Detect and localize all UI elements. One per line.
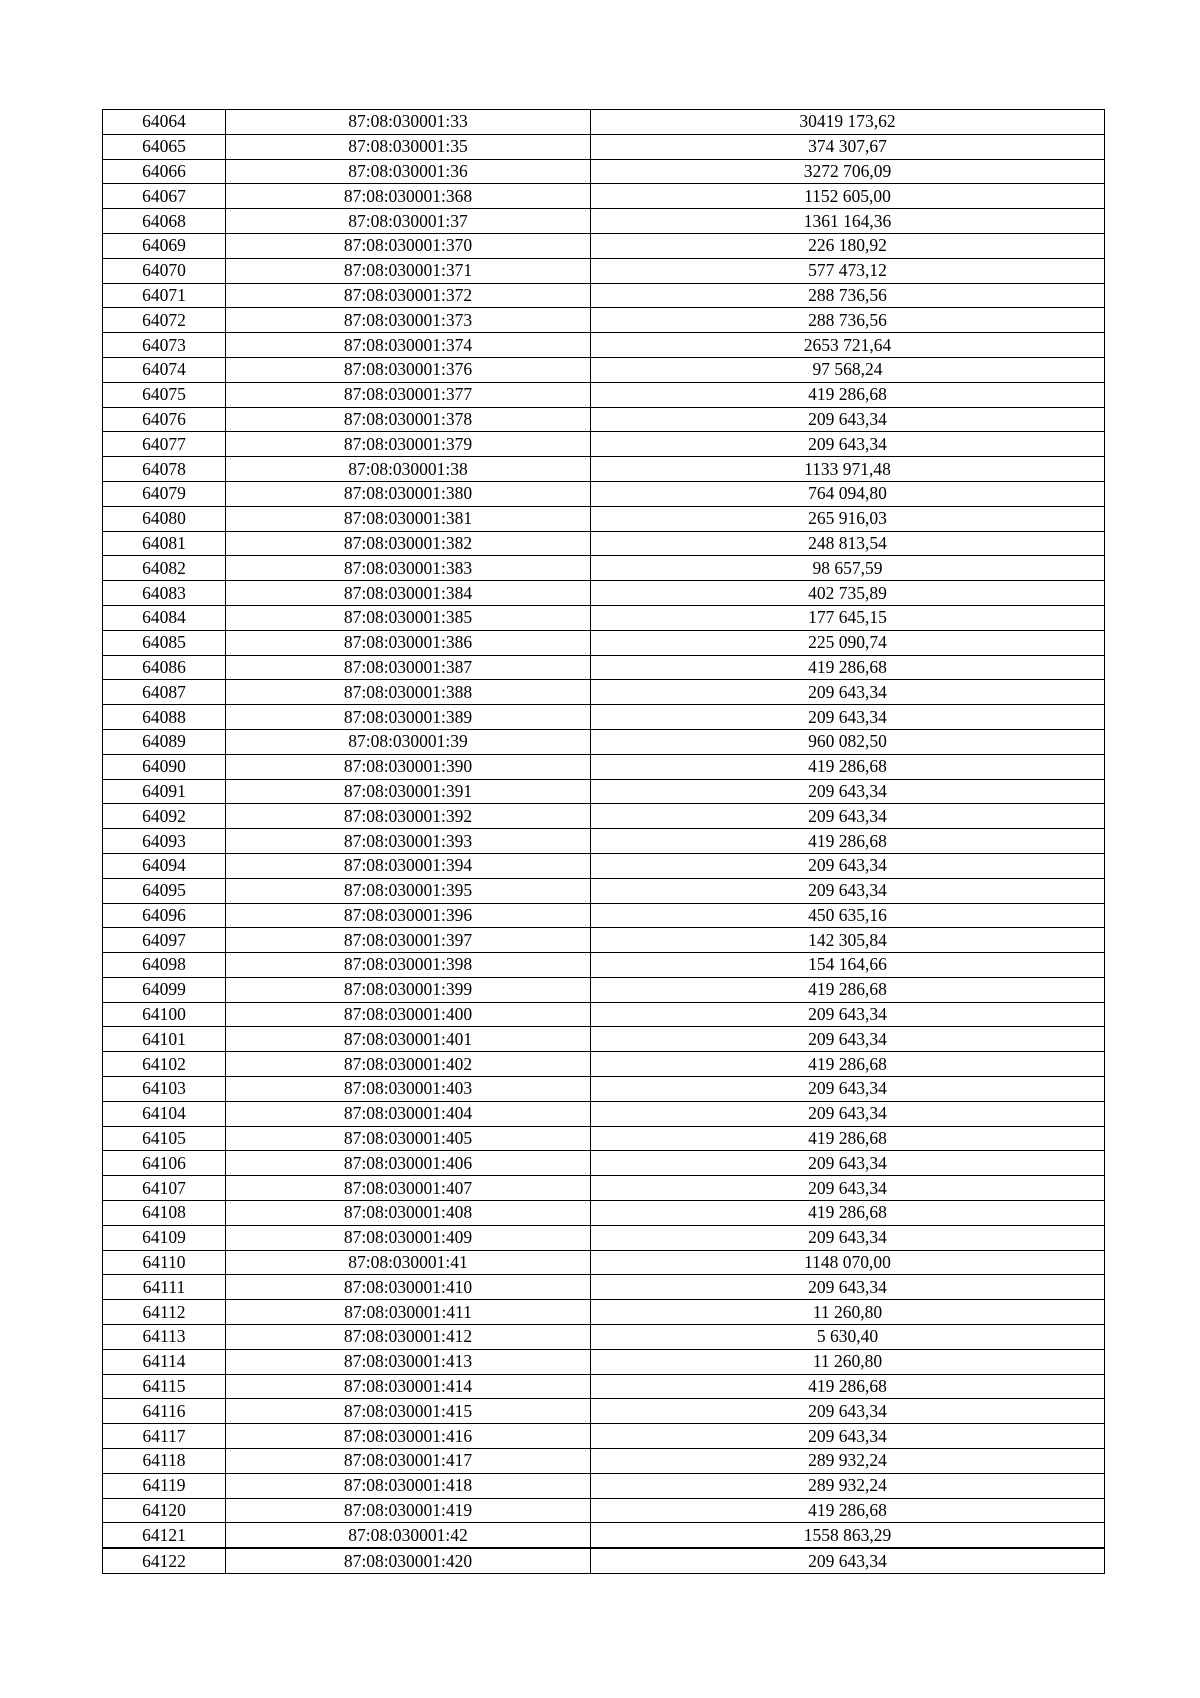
row-number-cell: 64122 [103,1548,226,1573]
value-cell: 2653 721,64 [591,333,1105,358]
table-row [103,506,1105,531]
cadastral-value-table [102,109,1105,1574]
cadastral-number-cell: 87:08:030001:410 [226,1275,591,1300]
cadastral-number-cell: 87:08:030001:404 [226,1101,591,1126]
table-row [103,1300,1105,1325]
row-number-cell: 64075 [103,382,226,407]
table-row [103,680,1105,705]
value-cell: 177 645,15 [591,605,1105,630]
row-number-cell: 64069 [103,233,226,258]
row-number-cell: 64090 [103,754,226,779]
cadastral-number-cell: 87:08:030001:407 [226,1176,591,1201]
value-cell: 209 643,34 [591,1275,1105,1300]
row-number-cell: 64067 [103,184,226,209]
cadastral-number-cell: 87:08:030001:395 [226,878,591,903]
value-cell: 419 286,68 [591,1201,1105,1226]
row-number-cell: 64098 [103,953,226,978]
table-row [103,1349,1105,1374]
value-cell: 419 286,68 [591,1374,1105,1399]
row-number-cell: 64095 [103,878,226,903]
value-cell: 209 643,34 [591,1548,1105,1573]
cadastral-number-cell: 87:08:030001:393 [226,829,591,854]
row-number-cell: 64114 [103,1349,226,1374]
cadastral-number-cell: 87:08:030001:399 [226,977,591,1002]
row-number-cell: 64103 [103,1077,226,1102]
row-number-cell: 64091 [103,779,226,804]
table-row [103,953,1105,978]
cadastral-number-cell: 87:08:030001:371 [226,258,591,283]
table-row [103,432,1105,457]
row-number-cell: 64092 [103,804,226,829]
value-cell: 142 305,84 [591,928,1105,953]
value-cell: 209 643,34 [591,432,1105,457]
row-number-cell: 64094 [103,853,226,878]
row-number-cell: 64087 [103,680,226,705]
value-cell: 209 643,34 [591,1077,1105,1102]
row-number-cell: 64118 [103,1449,226,1474]
table-row [103,481,1105,506]
value-cell: 11 260,80 [591,1300,1105,1325]
row-number-cell: 64068 [103,209,226,234]
table-row [103,1548,1105,1573]
cadastral-number-cell: 87:08:030001:394 [226,853,591,878]
value-cell: 209 643,34 [591,1424,1105,1449]
cadastral-number-cell: 87:08:030001:389 [226,705,591,730]
cadastral-number-cell: 87:08:030001:372 [226,283,591,308]
value-cell: 209 643,34 [591,853,1105,878]
row-number-cell: 64104 [103,1101,226,1126]
row-number-cell: 64097 [103,928,226,953]
row-number-cell: 64081 [103,531,226,556]
row-number-cell: 64109 [103,1225,226,1250]
cadastral-number-cell: 87:08:030001:380 [226,481,591,506]
row-number-cell: 64088 [103,705,226,730]
row-number-cell: 64071 [103,283,226,308]
row-number-cell: 64084 [103,605,226,630]
cadastral-number-cell: 87:08:030001:412 [226,1325,591,1350]
table-row [103,853,1105,878]
value-cell: 419 286,68 [591,655,1105,680]
value-cell: 209 643,34 [591,878,1105,903]
cadastral-number-cell: 87:08:030001:42 [226,1523,591,1548]
cadastral-number-cell: 87:08:030001:383 [226,556,591,581]
row-number-cell: 64083 [103,581,226,606]
value-cell: 402 735,89 [591,581,1105,606]
value-cell: 1361 164,36 [591,209,1105,234]
table-row [103,655,1105,680]
row-number-cell: 64099 [103,977,226,1002]
cadastral-number-cell: 87:08:030001:419 [226,1498,591,1523]
cadastral-number-cell: 87:08:030001:374 [226,333,591,358]
value-cell: 289 932,24 [591,1449,1105,1474]
cadastral-number-cell: 87:08:030001:400 [226,1002,591,1027]
cadastral-number-cell: 87:08:030001:33 [226,110,591,135]
value-cell: 577 473,12 [591,258,1105,283]
table-row [103,1374,1105,1399]
row-number-cell: 64080 [103,506,226,531]
value-cell: 265 916,03 [591,506,1105,531]
value-cell: 226 180,92 [591,233,1105,258]
table-row [103,729,1105,754]
cadastral-number-cell: 87:08:030001:406 [226,1151,591,1176]
row-number-cell: 64110 [103,1250,226,1275]
value-cell: 374 307,67 [591,134,1105,159]
cadastral-number-cell: 87:08:030001:397 [226,928,591,953]
row-number-cell: 64085 [103,630,226,655]
cadastral-number-cell: 87:08:030001:420 [226,1548,591,1573]
cadastral-number-cell: 87:08:030001:37 [226,209,591,234]
table-row [103,1052,1105,1077]
value-cell: 30419 173,62 [591,110,1105,135]
table-row [103,233,1105,258]
value-cell: 209 643,34 [591,1027,1105,1052]
table-row [103,1126,1105,1151]
row-number-cell: 64073 [103,333,226,358]
cadastral-number-cell: 87:08:030001:403 [226,1077,591,1102]
cadastral-number-cell: 87:08:030001:392 [226,804,591,829]
value-cell: 1558 863,29 [591,1523,1105,1548]
cadastral-number-cell: 87:08:030001:398 [226,953,591,978]
row-number-cell: 64076 [103,407,226,432]
row-number-cell: 64082 [103,556,226,581]
table-row [103,705,1105,730]
cadastral-number-cell: 87:08:030001:41 [226,1250,591,1275]
cadastral-number-cell: 87:08:030001:408 [226,1201,591,1226]
table-row [103,1449,1105,1474]
cadastral-number-cell: 87:08:030001:405 [226,1126,591,1151]
table-row [103,1325,1105,1350]
value-cell: 288 736,56 [591,308,1105,333]
table-row [103,1275,1105,1300]
table-row [103,1002,1105,1027]
value-cell: 419 286,68 [591,977,1105,1002]
value-cell: 3272 706,09 [591,159,1105,184]
table-row [103,382,1105,407]
table-row [103,333,1105,358]
value-cell: 209 643,34 [591,680,1105,705]
value-cell: 419 286,68 [591,1126,1105,1151]
row-number-cell: 64116 [103,1399,226,1424]
value-cell: 98 657,59 [591,556,1105,581]
cadastral-number-cell: 87:08:030001:416 [226,1424,591,1449]
row-number-cell: 64078 [103,457,226,482]
table-row [103,134,1105,159]
row-number-cell: 64119 [103,1473,226,1498]
table-row [103,605,1105,630]
table-row [103,407,1105,432]
cadastral-number-cell: 87:08:030001:386 [226,630,591,655]
cadastral-number-cell: 87:08:030001:36 [226,159,591,184]
table-row [103,1151,1105,1176]
table-row [103,308,1105,333]
cadastral-number-cell: 87:08:030001:385 [226,605,591,630]
value-cell: 209 643,34 [591,1101,1105,1126]
value-cell: 154 164,66 [591,953,1105,978]
table-row [103,357,1105,382]
value-cell: 764 094,80 [591,481,1105,506]
table-row [103,928,1105,953]
row-number-cell: 64106 [103,1151,226,1176]
cadastral-number-cell: 87:08:030001:35 [226,134,591,159]
table-row [103,630,1105,655]
row-number-cell: 64064 [103,110,226,135]
table-row [103,1424,1105,1449]
row-number-cell: 64120 [103,1498,226,1523]
value-cell: 209 643,34 [591,804,1105,829]
table-row [103,754,1105,779]
value-cell: 209 643,34 [591,1176,1105,1201]
value-cell: 419 286,68 [591,1498,1105,1523]
value-cell: 97 568,24 [591,357,1105,382]
row-number-cell: 64065 [103,134,226,159]
table-row [103,903,1105,928]
row-number-cell: 64108 [103,1201,226,1226]
row-number-cell: 64112 [103,1300,226,1325]
cadastral-number-cell: 87:08:030001:370 [226,233,591,258]
value-cell: 209 643,34 [591,1151,1105,1176]
table-row [103,159,1105,184]
table-row [103,1498,1105,1523]
table-row [103,779,1105,804]
table-body [103,110,1105,1574]
row-number-cell: 64111 [103,1275,226,1300]
row-number-cell: 64079 [103,481,226,506]
row-number-cell: 64074 [103,357,226,382]
cadastral-number-cell: 87:08:030001:409 [226,1225,591,1250]
cadastral-number-cell: 87:08:030001:379 [226,432,591,457]
table-row [103,1077,1105,1102]
cadastral-number-cell: 87:08:030001:417 [226,1449,591,1474]
value-cell: 209 643,34 [591,1225,1105,1250]
table-row [103,1225,1105,1250]
table-row [103,1473,1105,1498]
row-number-cell: 64072 [103,308,226,333]
row-number-cell: 64100 [103,1002,226,1027]
cadastral-number-cell: 87:08:030001:378 [226,407,591,432]
value-cell: 1152 605,00 [591,184,1105,209]
row-number-cell: 64121 [103,1523,226,1548]
value-cell: 1148 070,00 [591,1250,1105,1275]
cadastral-number-cell: 87:08:030001:388 [226,680,591,705]
row-number-cell: 64113 [103,1325,226,1350]
value-cell: 288 736,56 [591,283,1105,308]
table-row [103,1101,1105,1126]
row-number-cell: 64115 [103,1374,226,1399]
value-cell: 209 643,34 [591,1399,1105,1424]
cadastral-number-cell: 87:08:030001:413 [226,1349,591,1374]
row-number-cell: 64089 [103,729,226,754]
table-row [103,531,1105,556]
cadastral-number-cell: 87:08:030001:418 [226,1473,591,1498]
row-number-cell: 64093 [103,829,226,854]
table-row [103,184,1105,209]
table-row [103,1523,1105,1548]
value-cell: 209 643,34 [591,705,1105,730]
cadastral-number-cell: 87:08:030001:377 [226,382,591,407]
row-number-cell: 64086 [103,655,226,680]
value-cell: 225 090,74 [591,630,1105,655]
cadastral-number-cell: 87:08:030001:401 [226,1027,591,1052]
table-row [103,1176,1105,1201]
table-row [103,556,1105,581]
value-cell: 209 643,34 [591,407,1105,432]
cadastral-number-cell: 87:08:030001:414 [226,1374,591,1399]
cadastral-number-cell: 87:08:030001:368 [226,184,591,209]
cadastral-number-cell: 87:08:030001:387 [226,655,591,680]
table-row [103,209,1105,234]
table-row [103,581,1105,606]
row-number-cell: 64107 [103,1176,226,1201]
cadastral-number-cell: 87:08:030001:390 [226,754,591,779]
table-row [103,977,1105,1002]
row-number-cell: 64096 [103,903,226,928]
cadastral-number-cell: 87:08:030001:411 [226,1300,591,1325]
table-row [103,878,1105,903]
value-cell: 248 813,54 [591,531,1105,556]
value-cell: 11 260,80 [591,1349,1105,1374]
table-row [103,283,1105,308]
value-cell: 419 286,68 [591,754,1105,779]
value-cell: 5 630,40 [591,1325,1105,1350]
cadastral-number-cell: 87:08:030001:382 [226,531,591,556]
cadastral-number-cell: 87:08:030001:391 [226,779,591,804]
table-row [103,1250,1105,1275]
row-number-cell: 64070 [103,258,226,283]
table-row [103,110,1105,135]
cadastral-number-cell: 87:08:030001:39 [226,729,591,754]
cadastral-number-cell: 87:08:030001:384 [226,581,591,606]
value-cell: 450 635,16 [591,903,1105,928]
value-cell: 960 082,50 [591,729,1105,754]
value-cell: 1133 971,48 [591,457,1105,482]
cadastral-number-cell: 87:08:030001:373 [226,308,591,333]
row-number-cell: 64102 [103,1052,226,1077]
row-number-cell: 64117 [103,1424,226,1449]
row-number-cell: 64105 [103,1126,226,1151]
cadastral-number-cell: 87:08:030001:376 [226,357,591,382]
value-cell: 209 643,34 [591,1002,1105,1027]
value-cell: 419 286,68 [591,382,1105,407]
table-row [103,1027,1105,1052]
value-cell: 209 643,34 [591,779,1105,804]
cadastral-number-cell: 87:08:030001:381 [226,506,591,531]
table-row [103,457,1105,482]
table-row [103,1201,1105,1226]
row-number-cell: 64066 [103,159,226,184]
cadastral-number-cell: 87:08:030001:402 [226,1052,591,1077]
value-cell: 419 286,68 [591,829,1105,854]
table-row [103,829,1105,854]
cadastral-number-cell: 87:08:030001:38 [226,457,591,482]
row-number-cell: 64077 [103,432,226,457]
value-cell: 419 286,68 [591,1052,1105,1077]
value-cell: 289 932,24 [591,1473,1105,1498]
cadastral-number-cell: 87:08:030001:396 [226,903,591,928]
cadastral-number-cell: 87:08:030001:415 [226,1399,591,1424]
table-row [103,804,1105,829]
table-row [103,1399,1105,1424]
table-row [103,258,1105,283]
row-number-cell: 64101 [103,1027,226,1052]
